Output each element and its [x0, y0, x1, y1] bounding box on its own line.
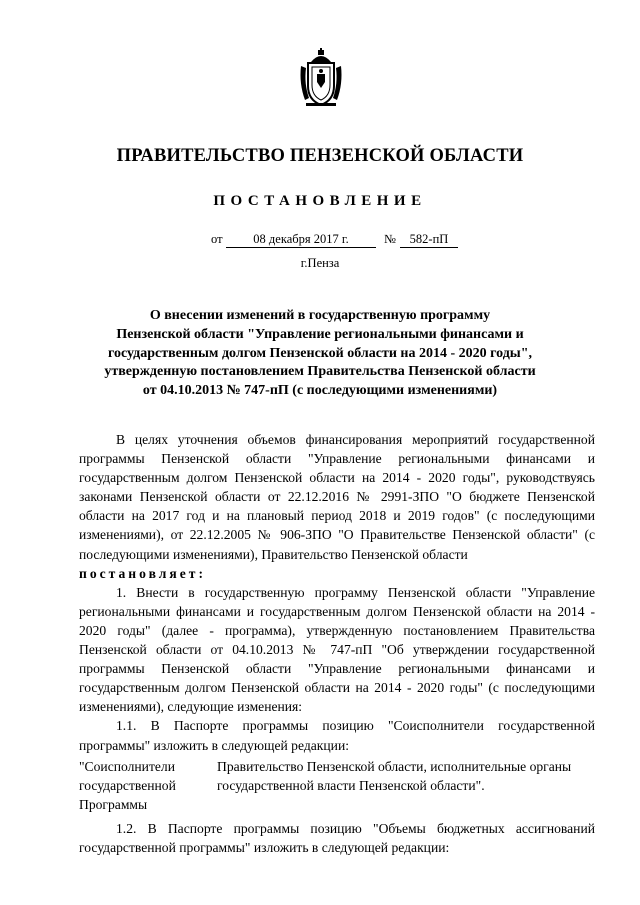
subject-line: О внесении изменений в государственную программу: [149, 308, 491, 323]
decree-number: 582-пП: [400, 232, 458, 248]
subject-line: от 04.10.2013 № 747-пП (с последующими изменениями): [142, 383, 498, 399]
coexecutors-value-line: Правительство Пензенской области, исполнительные органы: [217, 758, 572, 774]
item-1-paragraph: 1. Внести в государственную программу Пензенской области "Управление региональными финансами и государственным долгом Пензенской области на 2014 - 2020 годы" (далее - программа), утвержденную постановлением Правительства Пензенской области от 04.10.2013 № 747-пП "Об утверждении государственной программы Пензенской области "Управление региональными финансами и государственным долгом Пензенской области на 2014 - 2020 годы" (с последующими изменениями), следующие изменения:: [79, 584, 595, 715]
resolves-line: [79, 564, 595, 583]
document-type: ПОСТАНОВЛЕНИЕ: [213, 193, 427, 209]
city: г.Пенза: [300, 256, 340, 270]
subject-line: утвержденную постановлением Правительства Пензенской области: [104, 364, 536, 380]
coat-of-arms-icon: [298, 48, 344, 108]
subject-line: государственным долгом Пензенской области на 2014 - 2020 годы",: [107, 345, 533, 361]
subject-line: Пензенской области "Управление региональными финансами и: [116, 326, 524, 342]
subject-heading: [0, 307, 640, 401]
coexecutors-block: [79, 757, 595, 819]
coexecutors-value-line: государственной власти Пензенской области".: [217, 777, 485, 793]
decree-date: 08 декабря 2017 г.: [226, 232, 376, 248]
document-body: [79, 430, 595, 857]
date-prefix: от: [211, 232, 223, 246]
coexecutors-label: [79, 757, 209, 814]
coexecutors-label-line: государственной: [79, 777, 176, 793]
item-1-2-paragraph: 1.2. В Паспорте программы позицию "Объемы бюджетных ассигнований государственной программы" изложить в следующей редакции:: [79, 820, 595, 855]
coexecutors-label-line: "Соисполнители: [79, 758, 175, 774]
resolves-word: постановляет:: [79, 565, 206, 581]
coexecutors-label-line: Программы: [79, 796, 148, 812]
preamble-paragraph: В целях уточнения объемов финансирования мероприятий государственной программы Пензенской области "Управление региональными финансами и государственным долгом Пензенской области на 2014 - 2020 годы", руководствуясь законами Пензенской области от 22.12.2016 № 2991-ЗПО "О бюджете Пензенской области на 2017 год и на плановый период 2018 и 2019 годов" (с последующими изменениями), от 22.12.2005 № 906-ЗПО "О Правительстве Пензенской области" (с последующими изменениями), Правительство Пензенской области: [79, 432, 595, 562]
coexecutors-value: [217, 757, 595, 795]
item-1-1-paragraph: 1.1. В Паспорте программы позицию "Соисполнители государственной программы" изложить в следующей редакции:: [79, 718, 595, 753]
number-label: №: [384, 232, 396, 246]
government-title: ПРАВИТЕЛЬСТВО ПЕНЗЕНСКОЙ ОБЛАСТИ: [116, 146, 524, 166]
